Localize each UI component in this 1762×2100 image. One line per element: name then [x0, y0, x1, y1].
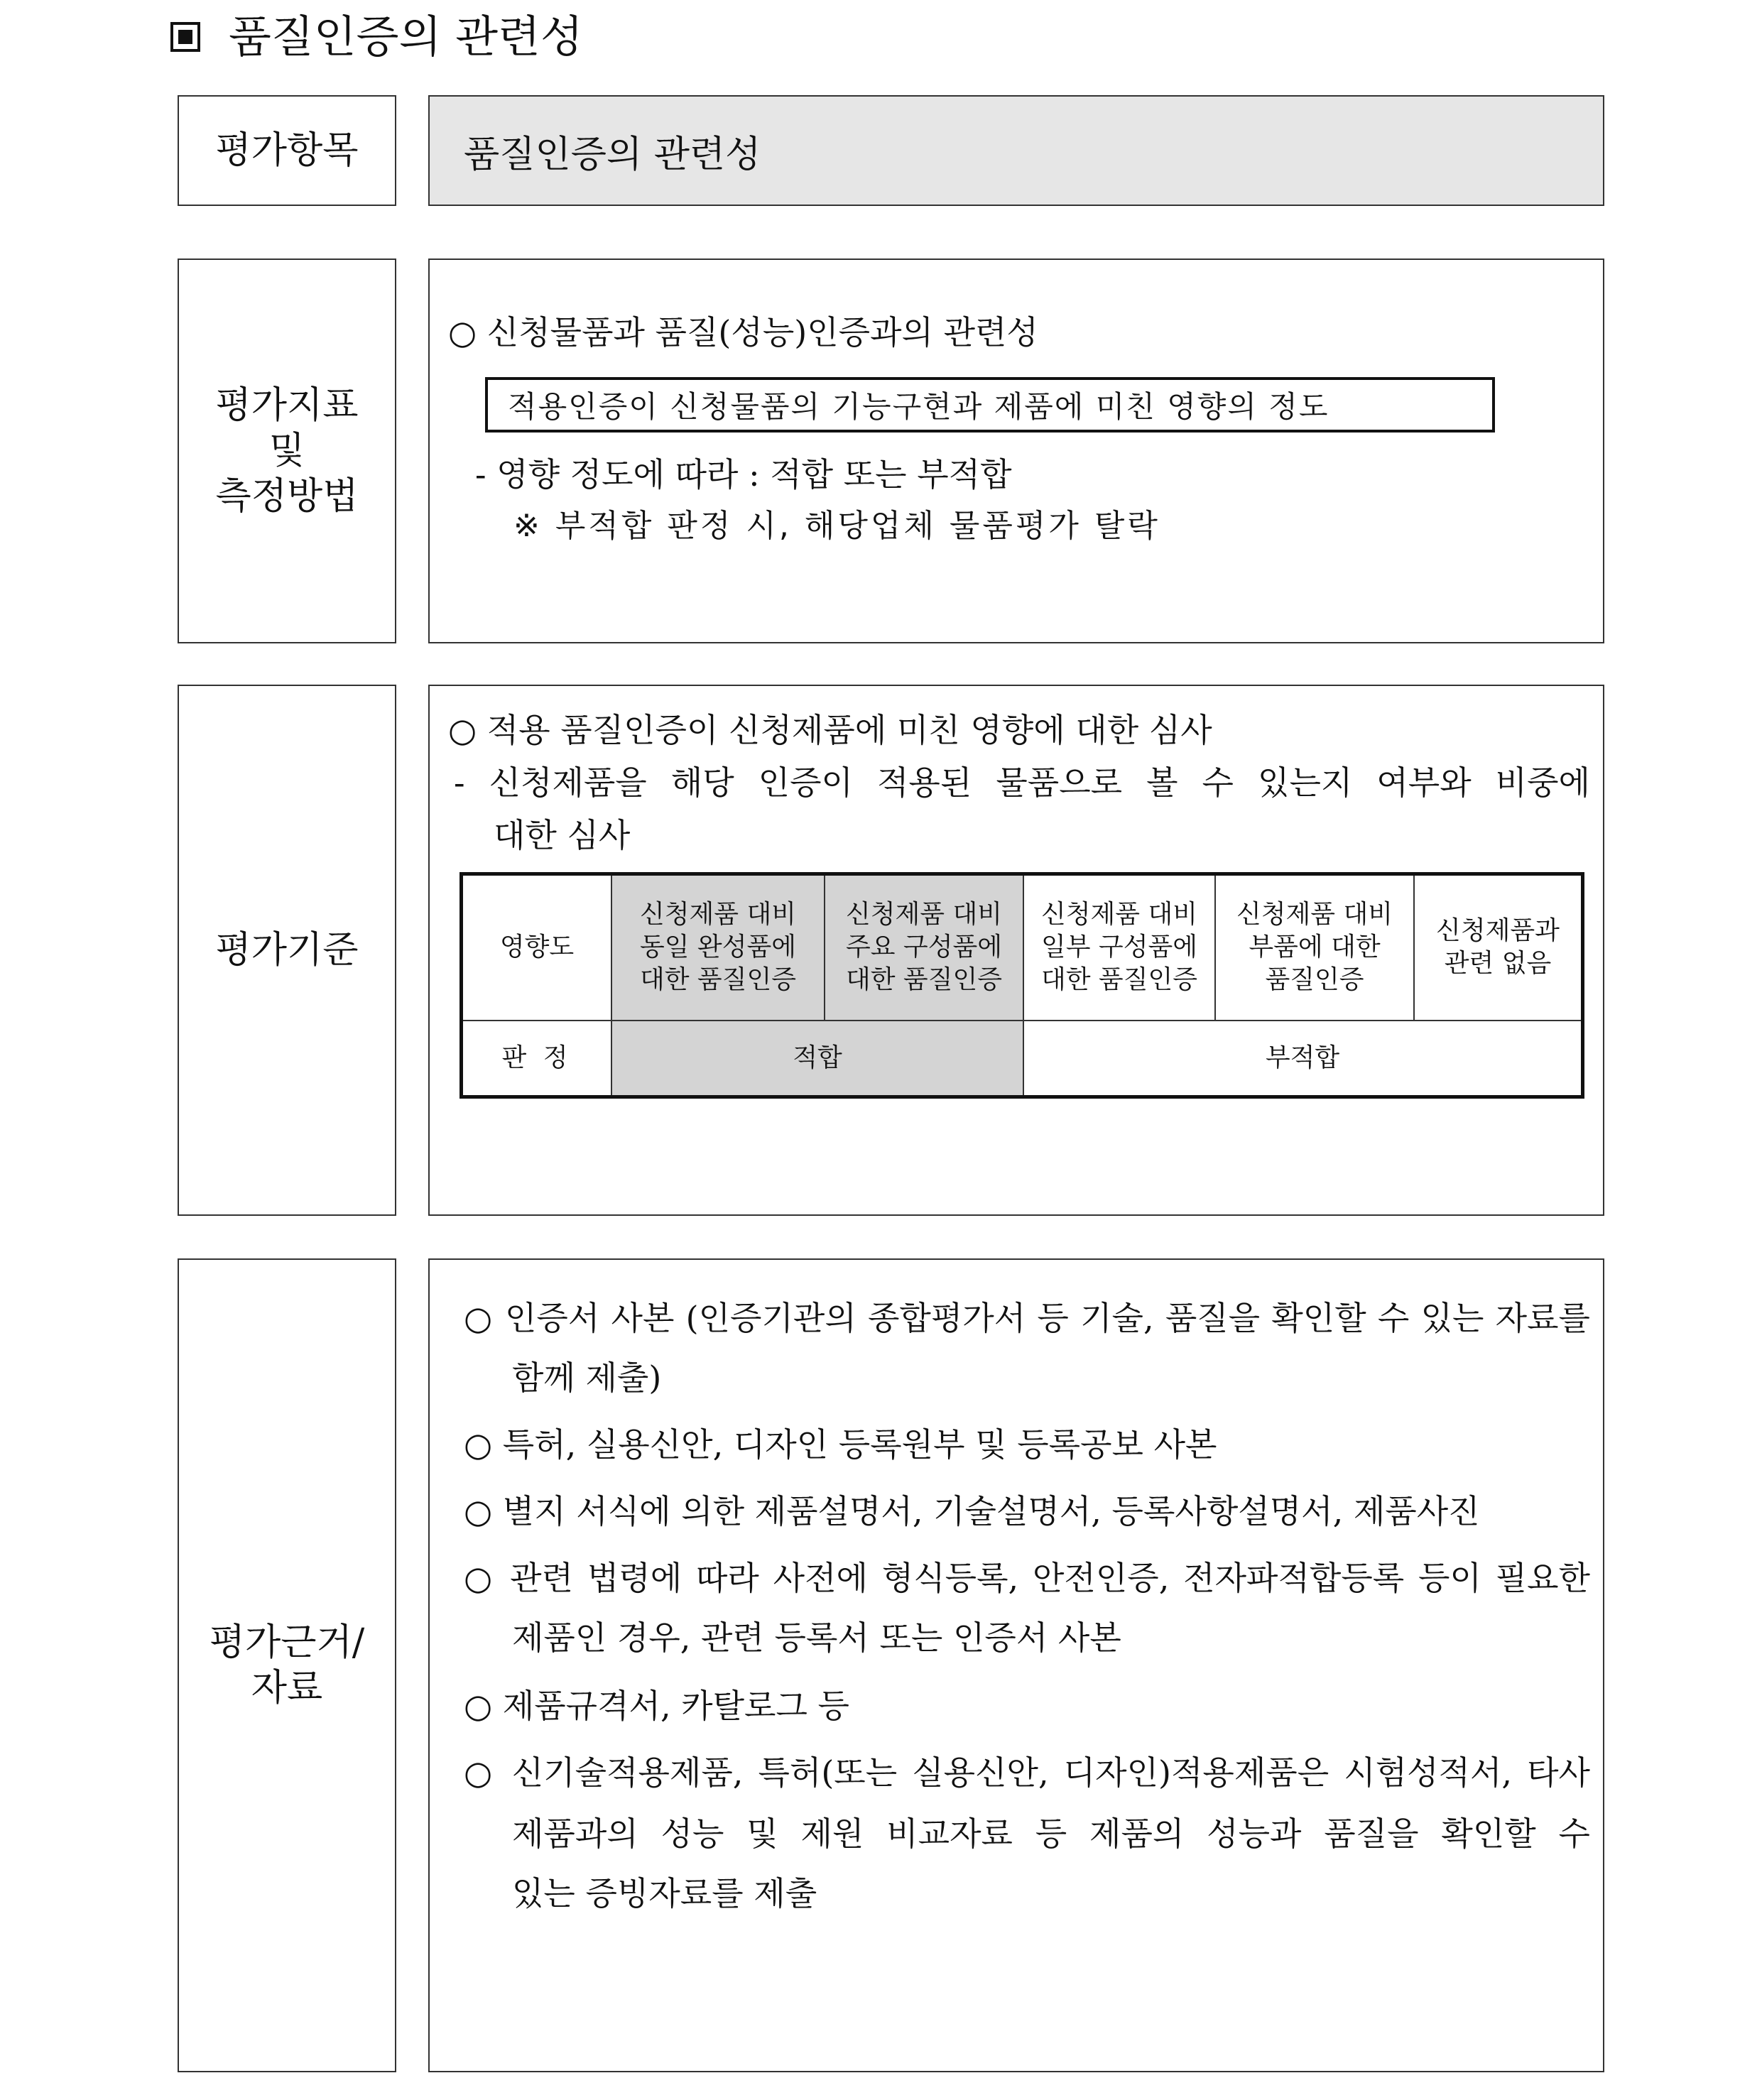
- impact-col-line: 대한 품질인증: [639, 965, 797, 995]
- criteria-dash-line-cont: 대한 심사: [494, 816, 631, 854]
- impact-col-line: 신청제품과: [1436, 916, 1560, 946]
- impact-col-line: 품질인증: [1265, 965, 1364, 995]
- criteria-table: [459, 872, 1584, 1099]
- indicator-label-cell: [178, 259, 396, 643]
- indicator-note-line: ※ 부적합 판정 시, 해당업체 물품평가 탈락: [513, 508, 1160, 544]
- evidence-label-cell: [178, 1258, 396, 2072]
- indicator-boxed-text-label: 적용인증이 신청물품의 기능구현과 제품에 미친 영향의 정도: [508, 389, 1329, 424]
- evidence-item-line: ○ 관련 법령에 따라 사전에 형식등록, 안전인증, 전자파적합등록 등이 필요한: [464, 1559, 1590, 1597]
- evidence-label-line: 자료: [251, 1667, 323, 1709]
- evidence-item-line: ○ 별지 서식에 의한 제품설명서, 기술설명서, 등록사항설명서, 제품사진: [464, 1492, 1480, 1530]
- criteria-table-header-row: [462, 874, 1583, 1021]
- impact-header: 영향도: [462, 874, 612, 1021]
- impact-col-2: [825, 874, 1023, 1021]
- impact-col-4: [1215, 874, 1414, 1021]
- impact-col-1: [611, 874, 825, 1021]
- indicator-label-line: 평가지표: [215, 384, 359, 427]
- impact-col-line: 신청제품 대비: [845, 900, 1003, 930]
- impact-col-line: 대한 품질인증: [1040, 965, 1198, 995]
- filled-square-icon: [170, 22, 200, 52]
- evidence-item-line: ○ 인증서 사본 (인증기관의 종합평가서 등 기술, 품질을 확인할 수 있는 자료를: [464, 1299, 1590, 1337]
- impact-col-line: 신청제품 대비: [639, 900, 797, 930]
- criteria-label: 평가기준: [215, 929, 359, 972]
- impact-col-line: 관련 없음: [1444, 949, 1552, 979]
- evidence-item-line: ○ 특허, 실용신안, 디자인 등록원부 및 등록공보 사본: [464, 1425, 1217, 1464]
- indicator-bullet: ○ 신청물품과 품질(성능)인증과의 관련성: [448, 313, 1038, 352]
- judgment-label: 판 정: [462, 1021, 612, 1097]
- impact-col-line: 부품에 대한: [1249, 932, 1381, 962]
- criteria-label-cell: [178, 685, 396, 1216]
- indicator-content-cell: [428, 259, 1604, 643]
- indicator-label-line: 및: [268, 430, 305, 472]
- impact-col-line: 신청제품 대비: [1236, 900, 1393, 930]
- evidence-item-line: 함께 제출): [512, 1359, 662, 1397]
- impact-col-5: [1414, 874, 1583, 1021]
- indicator-label-line: 측정방법: [215, 475, 359, 518]
- criteria-table-judgment-row: [462, 1021, 1583, 1097]
- evidence-content-cell: [428, 1258, 1604, 2072]
- evidence-item-line: ○ 제품규격서, 카탈로그 등: [464, 1687, 849, 1725]
- evidence-item-line: 제품과의 성능 및 제원 비교자료 등 제품의 성능과 품질을 확인할 수: [512, 1815, 1590, 1853]
- item-label-cell: [178, 95, 396, 206]
- impact-col-line: 신청제품 대비: [1040, 900, 1198, 930]
- item-value-cell: [428, 95, 1604, 206]
- indicator-dash-line: - 영향 정도에 따라 : 적합 또는 부적합: [475, 455, 1012, 494]
- evidence-item-line: 제품인 경우, 관련 등록서 또는 인증서 사본: [512, 1618, 1121, 1657]
- criteria-bullet: ○ 적용 품질인증이 신청제품에 미친 영향에 대한 심사: [448, 711, 1212, 749]
- evidence-label-line: 평가근거/: [209, 1621, 365, 1664]
- page-title: [170, 9, 583, 65]
- judgment-pass: 적합: [611, 1021, 1023, 1097]
- judgment-fail: 부적합: [1023, 1021, 1583, 1097]
- impact-col-line: 대한 품질인증: [845, 965, 1003, 995]
- page-title-text: 품질인증의 관련성: [229, 11, 583, 62]
- criteria-content-cell: [428, 685, 1604, 1216]
- impact-col-line: 일부 구성품에: [1040, 932, 1198, 962]
- item-label: 평가항목: [215, 129, 359, 172]
- impact-col-3: [1023, 874, 1215, 1021]
- evidence-item-line: 있는 증빙자료를 제출: [512, 1874, 817, 1913]
- criteria-dash-line: - 신청제품을 해당 인증이 적용된 물품으로 볼 수 있는지 여부와 비중에: [454, 763, 1590, 802]
- evidence-item-line: ○ 신기술적용제품, 특허(또는 실용신안, 디자인)적용제품은 시험성적서, 타사: [464, 1753, 1590, 1792]
- indicator-boxed-text: [485, 377, 1495, 432]
- item-value: 품질인증의 관련성: [464, 133, 761, 176]
- impact-col-line: 동일 완성품에: [639, 932, 797, 962]
- impact-col-line: 주요 구성품에: [845, 932, 1003, 962]
